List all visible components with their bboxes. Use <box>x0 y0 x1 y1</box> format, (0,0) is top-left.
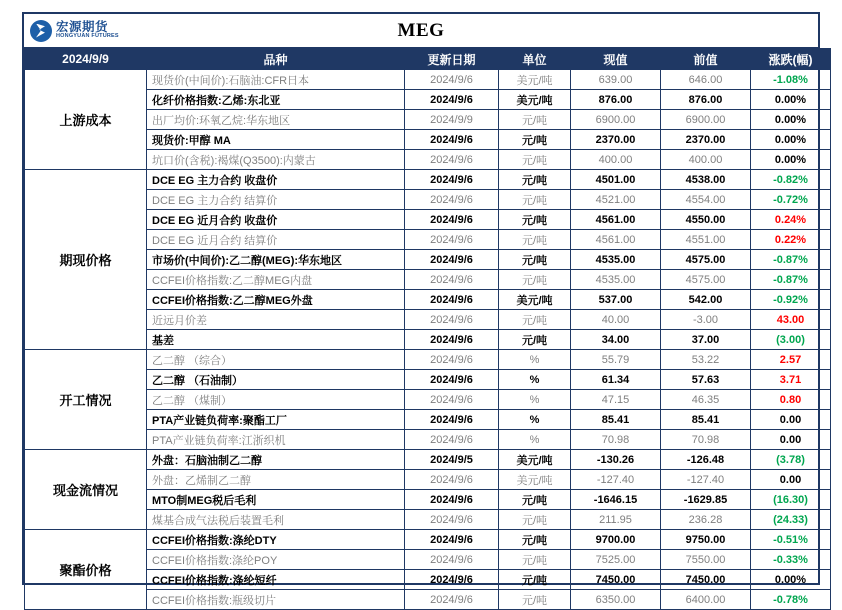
cell-name: PTA产业链负荷率:江浙织机 <box>147 430 405 450</box>
row-group-label: 期现价格 <box>25 170 147 350</box>
cell-date: 2024/9/6 <box>405 310 499 330</box>
cell-prev: 6900.00 <box>661 110 751 130</box>
cell-name: 乙二醇 （石油制） <box>147 370 405 390</box>
cell-name: 坑口价(含税):褐煤(Q3500):内蒙古 <box>147 150 405 170</box>
cell-cur: 4535.00 <box>571 270 661 290</box>
table-row <box>25 350 831 370</box>
cell-date: 2024/9/6 <box>405 490 499 510</box>
cell-change: 0.00 <box>751 410 831 430</box>
cell-prev: 4575.00 <box>661 270 751 290</box>
cell-prev: 70.98 <box>661 430 751 450</box>
cell-date: 2024/9/6 <box>405 470 499 490</box>
cell-change: 0.00% <box>751 130 831 150</box>
report-frame <box>22 12 820 607</box>
cell-date: 2024/9/6 <box>405 370 499 390</box>
cell-change: (3.78) <box>751 450 831 470</box>
cell-name: 乙二醇 （煤制） <box>147 390 405 410</box>
cell-unit: 美元/吨 <box>499 470 571 490</box>
cell-cur: 4535.00 <box>571 250 661 270</box>
cell-date: 2024/9/6 <box>405 250 499 270</box>
table-body <box>25 70 831 610</box>
cell-date: 2024/9/6 <box>405 190 499 210</box>
cell-date: 2024/9/6 <box>405 210 499 230</box>
row-group-label: 开工情况 <box>25 350 147 450</box>
cell-change: -0.82% <box>751 170 831 190</box>
cell-date: 2024/9/6 <box>405 350 499 370</box>
cell-prev: 57.63 <box>661 370 751 390</box>
cell-unit: 元/吨 <box>499 270 571 290</box>
cell-unit: 元/吨 <box>499 250 571 270</box>
cell-unit: 美元/吨 <box>499 290 571 310</box>
cell-prev: 46.35 <box>661 390 751 410</box>
cell-prev: 85.41 <box>661 410 751 430</box>
cell-cur: -127.40 <box>571 470 661 490</box>
cell-unit: 元/吨 <box>499 310 571 330</box>
cell-date: 2024/9/6 <box>405 570 499 590</box>
cell-date: 2024/9/6 <box>405 290 499 310</box>
cell-prev: 400.00 <box>661 150 751 170</box>
cell-cur: 55.79 <box>571 350 661 370</box>
table-header-row <box>25 49 831 70</box>
cell-unit: 元/吨 <box>499 190 571 210</box>
cell-prev: 7550.00 <box>661 550 751 570</box>
cell-name: 现货价(中间价):石脑油:CFR日本 <box>147 70 405 90</box>
table-row <box>25 530 831 550</box>
cell-unit: 元/吨 <box>499 230 571 250</box>
cell-name: CCFEI价格指数:涤纶短纤 <box>147 570 405 590</box>
cell-name: 化纤价格指数:乙烯:东北亚 <box>147 90 405 110</box>
cell-name: CCFEI价格指数:乙二醇MEG外盘 <box>147 290 405 310</box>
row-group-label: 聚酯价格 <box>25 530 147 610</box>
cell-date: 2024/9/6 <box>405 390 499 410</box>
cell-change: -0.51% <box>751 530 831 550</box>
cell-name: DCE EG 近月合约 收盘价 <box>147 210 405 230</box>
cell-date: 2024/9/6 <box>405 530 499 550</box>
cell-change: -0.78% <box>751 590 831 610</box>
cell-prev: 542.00 <box>661 290 751 310</box>
cell-change: 0.24% <box>751 210 831 230</box>
cell-unit: 元/吨 <box>499 550 571 570</box>
column-header-current: 现值 <box>571 49 661 70</box>
cell-date: 2024/9/6 <box>405 330 499 350</box>
cell-unit: 美元/吨 <box>499 90 571 110</box>
cell-unit: % <box>499 390 571 410</box>
report-header <box>24 14 818 48</box>
cell-prev: -3.00 <box>661 310 751 330</box>
cell-prev: 876.00 <box>661 90 751 110</box>
cell-cur: 61.34 <box>571 370 661 390</box>
cell-prev: 53.22 <box>661 350 751 370</box>
cell-cur: 9700.00 <box>571 530 661 550</box>
cell-cur: 211.95 <box>571 510 661 530</box>
cell-name: MTO制MEG税后毛利 <box>147 490 405 510</box>
cell-name: 乙二醇 （综合） <box>147 350 405 370</box>
cell-cur: 40.00 <box>571 310 661 330</box>
cell-cur: 85.41 <box>571 410 661 430</box>
cell-change: -0.92% <box>751 290 831 310</box>
cell-unit: % <box>499 370 571 390</box>
cell-prev: 4554.00 <box>661 190 751 210</box>
cell-unit: 元/吨 <box>499 330 571 350</box>
cell-unit: 元/吨 <box>499 170 571 190</box>
cell-date: 2024/9/6 <box>405 90 499 110</box>
cell-cur: 70.98 <box>571 430 661 450</box>
cell-name: 现货价:甲醇 MA <box>147 130 405 150</box>
cell-date: 2024/9/6 <box>405 170 499 190</box>
cell-name: DCE EG 近月合约 结算价 <box>147 230 405 250</box>
cell-unit: 元/吨 <box>499 490 571 510</box>
cell-date: 2024/9/6 <box>405 150 499 170</box>
cell-unit: 元/吨 <box>499 210 571 230</box>
column-header-unit: 单位 <box>499 49 571 70</box>
cell-name: 近远月价差 <box>147 310 405 330</box>
cell-prev: 9750.00 <box>661 530 751 550</box>
cell-unit: % <box>499 410 571 430</box>
cell-date: 2024/9/5 <box>405 450 499 470</box>
cell-cur: 6900.00 <box>571 110 661 130</box>
cell-change: 0.00 <box>751 470 831 490</box>
cell-change: 0.22% <box>751 230 831 250</box>
cell-name: 基差 <box>147 330 405 350</box>
cell-change: -0.87% <box>751 250 831 270</box>
table-row <box>25 450 831 470</box>
cell-date: 2024/9/6 <box>405 270 499 290</box>
cell-cur: 537.00 <box>571 290 661 310</box>
cell-change: 43.00 <box>751 310 831 330</box>
cell-unit: % <box>499 350 571 370</box>
cell-name: DCE EG 主力合约 结算价 <box>147 190 405 210</box>
cell-unit: 元/吨 <box>499 150 571 170</box>
cell-name: 市场价(中间价):乙二醇(MEG):华东地区 <box>147 250 405 270</box>
cell-name: CCFEI价格指数:涤纶DTY <box>147 530 405 550</box>
column-header-change: 涨跌(幅) <box>751 49 831 70</box>
cell-prev: -126.48 <box>661 450 751 470</box>
meg-data-table <box>24 48 831 610</box>
cell-name: 出厂均价:环氧乙烷:华东地区 <box>147 110 405 130</box>
cell-change: 0.00 <box>751 430 831 450</box>
cell-unit: 元/吨 <box>499 590 571 610</box>
column-header-update-date: 更新日期 <box>405 49 499 70</box>
row-group-label: 上游成本 <box>25 70 147 170</box>
cell-change: (16.30) <box>751 490 831 510</box>
cell-cur: 7525.00 <box>571 550 661 570</box>
cell-prev: 2370.00 <box>661 130 751 150</box>
cell-prev: 7450.00 <box>661 570 751 590</box>
cell-prev: 37.00 <box>661 330 751 350</box>
cell-cur: -1646.15 <box>571 490 661 510</box>
cell-cur: 400.00 <box>571 150 661 170</box>
cell-cur: 4501.00 <box>571 170 661 190</box>
cell-date: 2024/9/6 <box>405 70 499 90</box>
cell-change: 0.00% <box>751 90 831 110</box>
table-row <box>25 170 831 190</box>
cell-date: 2024/9/6 <box>405 410 499 430</box>
column-header-previous: 前值 <box>661 49 751 70</box>
cell-date: 2024/9/6 <box>405 430 499 450</box>
cell-unit: 美元/吨 <box>499 70 571 90</box>
cell-prev: 236.28 <box>661 510 751 530</box>
cell-change: 0.80 <box>751 390 831 410</box>
cell-prev: 646.00 <box>661 70 751 90</box>
cell-unit: % <box>499 430 571 450</box>
cell-change: -0.72% <box>751 190 831 210</box>
cell-date: 2024/9/6 <box>405 550 499 570</box>
cell-cur: 6350.00 <box>571 590 661 610</box>
cell-prev: 6400.00 <box>661 590 751 610</box>
cell-cur: 34.00 <box>571 330 661 350</box>
cell-unit: 元/吨 <box>499 510 571 530</box>
cell-cur: 2370.00 <box>571 130 661 150</box>
logo-company-name-en: HONGYUAN FUTURES <box>56 33 119 40</box>
cell-name: 煤基合成气法税后装置毛利 <box>147 510 405 530</box>
cell-unit: 元/吨 <box>499 130 571 150</box>
cell-change: 0.00% <box>751 150 831 170</box>
cell-name: DCE EG 主力合约 收盘价 <box>147 170 405 190</box>
column-header-date-label: 2024/9/9 <box>25 49 147 70</box>
cell-prev: -1629.85 <box>661 490 751 510</box>
cell-unit: 元/吨 <box>499 110 571 130</box>
cell-prev: 4538.00 <box>661 170 751 190</box>
cell-prev: 4550.00 <box>661 210 751 230</box>
cell-cur: 4561.00 <box>571 230 661 250</box>
cell-change: (3.00) <box>751 330 831 350</box>
cell-cur: 7450.00 <box>571 570 661 590</box>
cell-name: PTA产业链负荷率:聚酯工厂 <box>147 410 405 430</box>
cell-name: 外盘：石脑油制乙二醇 <box>147 450 405 470</box>
cell-cur: 639.00 <box>571 70 661 90</box>
cell-date: 2024/9/6 <box>405 230 499 250</box>
cell-change: 0.00% <box>751 110 831 130</box>
table-row <box>25 70 831 90</box>
cell-cur: -130.26 <box>571 450 661 470</box>
cell-cur: 876.00 <box>571 90 661 110</box>
cell-unit: 美元/吨 <box>499 450 571 470</box>
cell-date: 2024/9/6 <box>405 130 499 150</box>
cell-name: CCFEI价格指数:涤纶POY <box>147 550 405 570</box>
cell-change: (24.33) <box>751 510 831 530</box>
cell-change: -0.33% <box>751 550 831 570</box>
cell-change: 0.00% <box>751 570 831 590</box>
page-title: MEG <box>397 19 445 41</box>
cell-change: 2.57 <box>751 350 831 370</box>
row-group-label: 现金流情况 <box>25 450 147 530</box>
cell-change: -0.87% <box>751 270 831 290</box>
cell-name: CCFEI价格指数:瓶级切片 <box>147 590 405 610</box>
cell-cur: 47.15 <box>571 390 661 410</box>
cell-unit: 元/吨 <box>499 570 571 590</box>
cell-name: CCFEI价格指数:乙二醇MEG内盘 <box>147 270 405 290</box>
cell-prev: -127.40 <box>661 470 751 490</box>
logo-company-name-cn: 宏源期货 <box>56 20 109 35</box>
cell-date: 2024/9/9 <box>405 110 499 130</box>
cell-date: 2024/9/6 <box>405 510 499 530</box>
cell-change: 3.71 <box>751 370 831 390</box>
cell-cur: 4561.00 <box>571 210 661 230</box>
cell-cur: 4521.00 <box>571 190 661 210</box>
column-header-variety: 品种 <box>147 49 405 70</box>
cell-date: 2024/9/6 <box>405 590 499 610</box>
cell-change: -1.08% <box>751 70 831 90</box>
cell-prev: 4575.00 <box>661 250 751 270</box>
cell-unit: 元/吨 <box>499 530 571 550</box>
cell-prev: 4551.00 <box>661 230 751 250</box>
cell-name: 外盘：乙烯制乙二醇 <box>147 470 405 490</box>
